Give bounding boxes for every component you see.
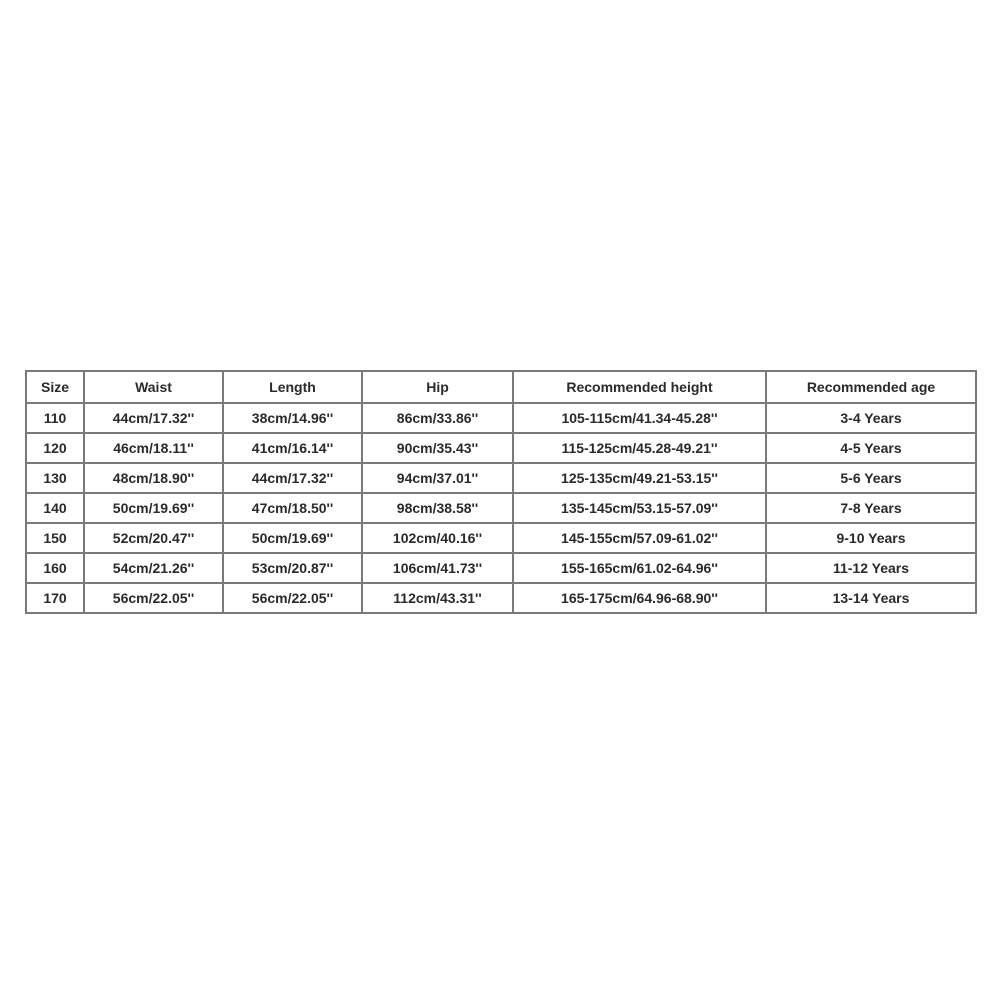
size-chart-body — [26, 403, 976, 613]
cell-waist: 56cm/22.05'' — [84, 583, 223, 613]
cell-size: 120 — [26, 433, 84, 463]
cell-recommended-age: 3-4 Years — [766, 403, 976, 433]
cell-length: 56cm/22.05'' — [223, 583, 362, 613]
cell-recommended-height: 145-155cm/57.09-61.02'' — [513, 523, 766, 553]
cell-hip: 90cm/35.43'' — [362, 433, 513, 463]
cell-size: 130 — [26, 463, 84, 493]
cell-recommended-age: 4-5 Years — [766, 433, 976, 463]
cell-length: 38cm/14.96'' — [223, 403, 362, 433]
cell-recommended-height: 105-115cm/41.34-45.28'' — [513, 403, 766, 433]
header-recommended-age: Recommended age — [766, 371, 976, 403]
cell-recommended-height: 135-145cm/53.15-57.09'' — [513, 493, 766, 523]
cell-size: 150 — [26, 523, 84, 553]
cell-recommended-height: 155-165cm/61.02-64.96'' — [513, 553, 766, 583]
cell-length: 44cm/17.32'' — [223, 463, 362, 493]
cell-length: 47cm/18.50'' — [223, 493, 362, 523]
cell-length: 50cm/19.69'' — [223, 523, 362, 553]
cell-recommended-age: 5-6 Years — [766, 463, 976, 493]
header-row — [26, 371, 976, 403]
table-row — [26, 553, 976, 583]
cell-hip: 86cm/33.86'' — [362, 403, 513, 433]
header-length: Length — [223, 371, 362, 403]
table-row — [26, 583, 976, 613]
cell-recommended-age: 9-10 Years — [766, 523, 976, 553]
cell-recommended-height: 125-135cm/49.21-53.15'' — [513, 463, 766, 493]
header-size: Size — [26, 371, 84, 403]
cell-hip: 94cm/37.01'' — [362, 463, 513, 493]
size-chart-header — [26, 371, 976, 403]
header-hip: Hip — [362, 371, 513, 403]
cell-size: 140 — [26, 493, 84, 523]
cell-recommended-age: 11-12 Years — [766, 553, 976, 583]
cell-recommended-age: 7-8 Years — [766, 493, 976, 523]
cell-size: 170 — [26, 583, 84, 613]
cell-recommended-age: 13-14 Years — [766, 583, 976, 613]
cell-hip: 98cm/38.58'' — [362, 493, 513, 523]
cell-hip: 106cm/41.73'' — [362, 553, 513, 583]
cell-recommended-height: 165-175cm/64.96-68.90'' — [513, 583, 766, 613]
table-row — [26, 403, 976, 433]
cell-waist: 44cm/17.32'' — [84, 403, 223, 433]
header-waist: Waist — [84, 371, 223, 403]
cell-length: 53cm/20.87'' — [223, 553, 362, 583]
table-row — [26, 523, 976, 553]
cell-waist: 46cm/18.11'' — [84, 433, 223, 463]
header-recommended-height: Recommended height — [513, 371, 766, 403]
table-row — [26, 463, 976, 493]
cell-length: 41cm/16.14'' — [223, 433, 362, 463]
cell-waist: 48cm/18.90'' — [84, 463, 223, 493]
cell-waist: 50cm/19.69'' — [84, 493, 223, 523]
cell-recommended-height: 115-125cm/45.28-49.21'' — [513, 433, 766, 463]
table-row — [26, 433, 976, 463]
cell-size: 110 — [26, 403, 84, 433]
cell-size: 160 — [26, 553, 84, 583]
cell-waist: 52cm/20.47'' — [84, 523, 223, 553]
cell-hip: 102cm/40.16'' — [362, 523, 513, 553]
table-row — [26, 493, 976, 523]
size-chart-table — [25, 370, 977, 614]
cell-hip: 112cm/43.31'' — [362, 583, 513, 613]
cell-waist: 54cm/21.26'' — [84, 553, 223, 583]
